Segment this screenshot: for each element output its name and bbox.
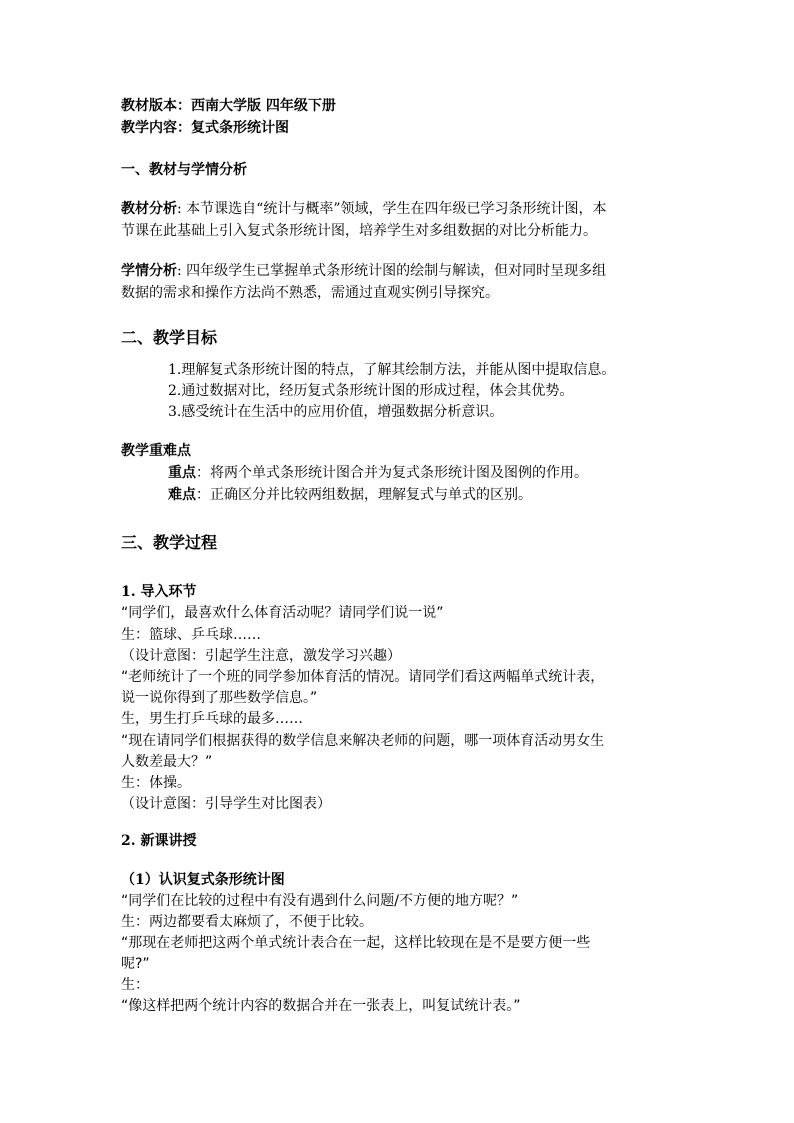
sub1-line: “同学们在比较的过程中有没有遇到什么问题/不方便的地方呢？” bbox=[121, 893, 519, 909]
goal-item: 2.通过数据对比，经历复式条形统计图的形成过程，体会其优势。 bbox=[168, 383, 574, 399]
keypoints-title: 教学重难点 bbox=[121, 443, 191, 459]
difficult-point-label: 难点 bbox=[168, 487, 196, 503]
section3-title: 三、教学过程 bbox=[121, 533, 218, 552]
intro-line: 说一说你得到了那些数学信息。” bbox=[121, 690, 318, 706]
intro-line: 生：体操。 bbox=[121, 775, 191, 791]
intro-line: “同学们，最喜欢什么体育活动呢？请同学们说一说” bbox=[121, 605, 444, 621]
intro-line: 生，男生打乒乓球的最多…… bbox=[121, 711, 303, 727]
section2-title: 二、教学目标 bbox=[121, 328, 218, 347]
learner-analysis-line2: 数据的需求和操作方法尚不熟悉，需通过直观实例引导探究。 bbox=[121, 285, 499, 301]
content-label: 教学内容： bbox=[121, 120, 191, 136]
material-analysis-line2: 节课在此基础上引入复式条形统计图，培养学生对多组数据的对比分析能力。 bbox=[121, 223, 597, 239]
content-line bbox=[121, 119, 289, 137]
intro-line: “现在请同学们根据获得的数学信息来解决老师的问题，哪一项体育活动男女生 bbox=[121, 733, 605, 749]
intro-line: （设计意图：引导学生对比图表） bbox=[121, 796, 331, 812]
learner-analysis-text1: : 四年级学生已掌握单式条形统计图的绘制与解读，但对同时呈现多组 bbox=[177, 263, 607, 279]
material-analysis-label: 教材分析 bbox=[121, 201, 177, 217]
goal-item: 3.感受统计在生活中的应用价值，增强数据分析意识。 bbox=[168, 404, 504, 420]
sub1-title: （1）认识复式条形统计图 bbox=[121, 872, 285, 888]
intro-line: 人数差最大？” bbox=[121, 754, 213, 770]
sub1-line: 呢?” bbox=[121, 956, 150, 972]
edition-label: 教材版本： bbox=[121, 98, 191, 114]
key-point-label: 重点 bbox=[168, 465, 196, 481]
intro-line: 生：篮球、乒乓球…… bbox=[121, 627, 261, 643]
edition-line bbox=[121, 97, 336, 115]
sub1-line: 生： bbox=[121, 977, 149, 993]
intro-line: “老师统计了一个班的同学参加体育活的情况。请同学们看这两幅单式统计表， bbox=[121, 669, 605, 685]
sub1-line: “像这样把两个统计内容的数据合并在一张表上，叫复试统计表。” bbox=[121, 998, 521, 1014]
edition-value: 西南大学版 四年级下册 bbox=[191, 98, 336, 114]
goal-item: 1.理解复式条形统计图的特点，了解其绘制方法，并能从图中提取信息。 bbox=[168, 362, 616, 378]
learner-analysis-line1 bbox=[121, 262, 606, 280]
difficult-point-text: ：正确区分并比较两组数据，理解复式与单式的区别。 bbox=[196, 487, 532, 503]
sub1-line: “那现在老师把这两个单式统计表合在一起，这样比较现在是不是要方便一些 bbox=[121, 935, 591, 951]
key-point-text: ：将两个单式条形统计图合并为复式条形统计图及图例的作用。 bbox=[196, 465, 588, 481]
intro-title: 1. 导入环节 bbox=[121, 584, 197, 600]
content-value: 复式条形统计图 bbox=[191, 120, 289, 136]
section1-title: 一、教材与学情分析 bbox=[121, 162, 247, 178]
material-analysis-line1 bbox=[121, 200, 606, 218]
learner-analysis-label: 学情分析 bbox=[121, 263, 177, 279]
material-analysis-text1: : 本节课选自“统计与概率”领域，学生在四年级已学习条形统计图，本 bbox=[177, 201, 607, 217]
key-point-line bbox=[168, 464, 588, 482]
sub1-line: 生：两边都要看太麻烦了，不便于比较。 bbox=[121, 914, 373, 930]
new-lesson-title: 2. 新课讲授 bbox=[121, 833, 197, 849]
difficult-point-line bbox=[168, 486, 532, 504]
intro-line: （设计意图：引起学生注意，激发学习兴趣） bbox=[121, 648, 401, 664]
